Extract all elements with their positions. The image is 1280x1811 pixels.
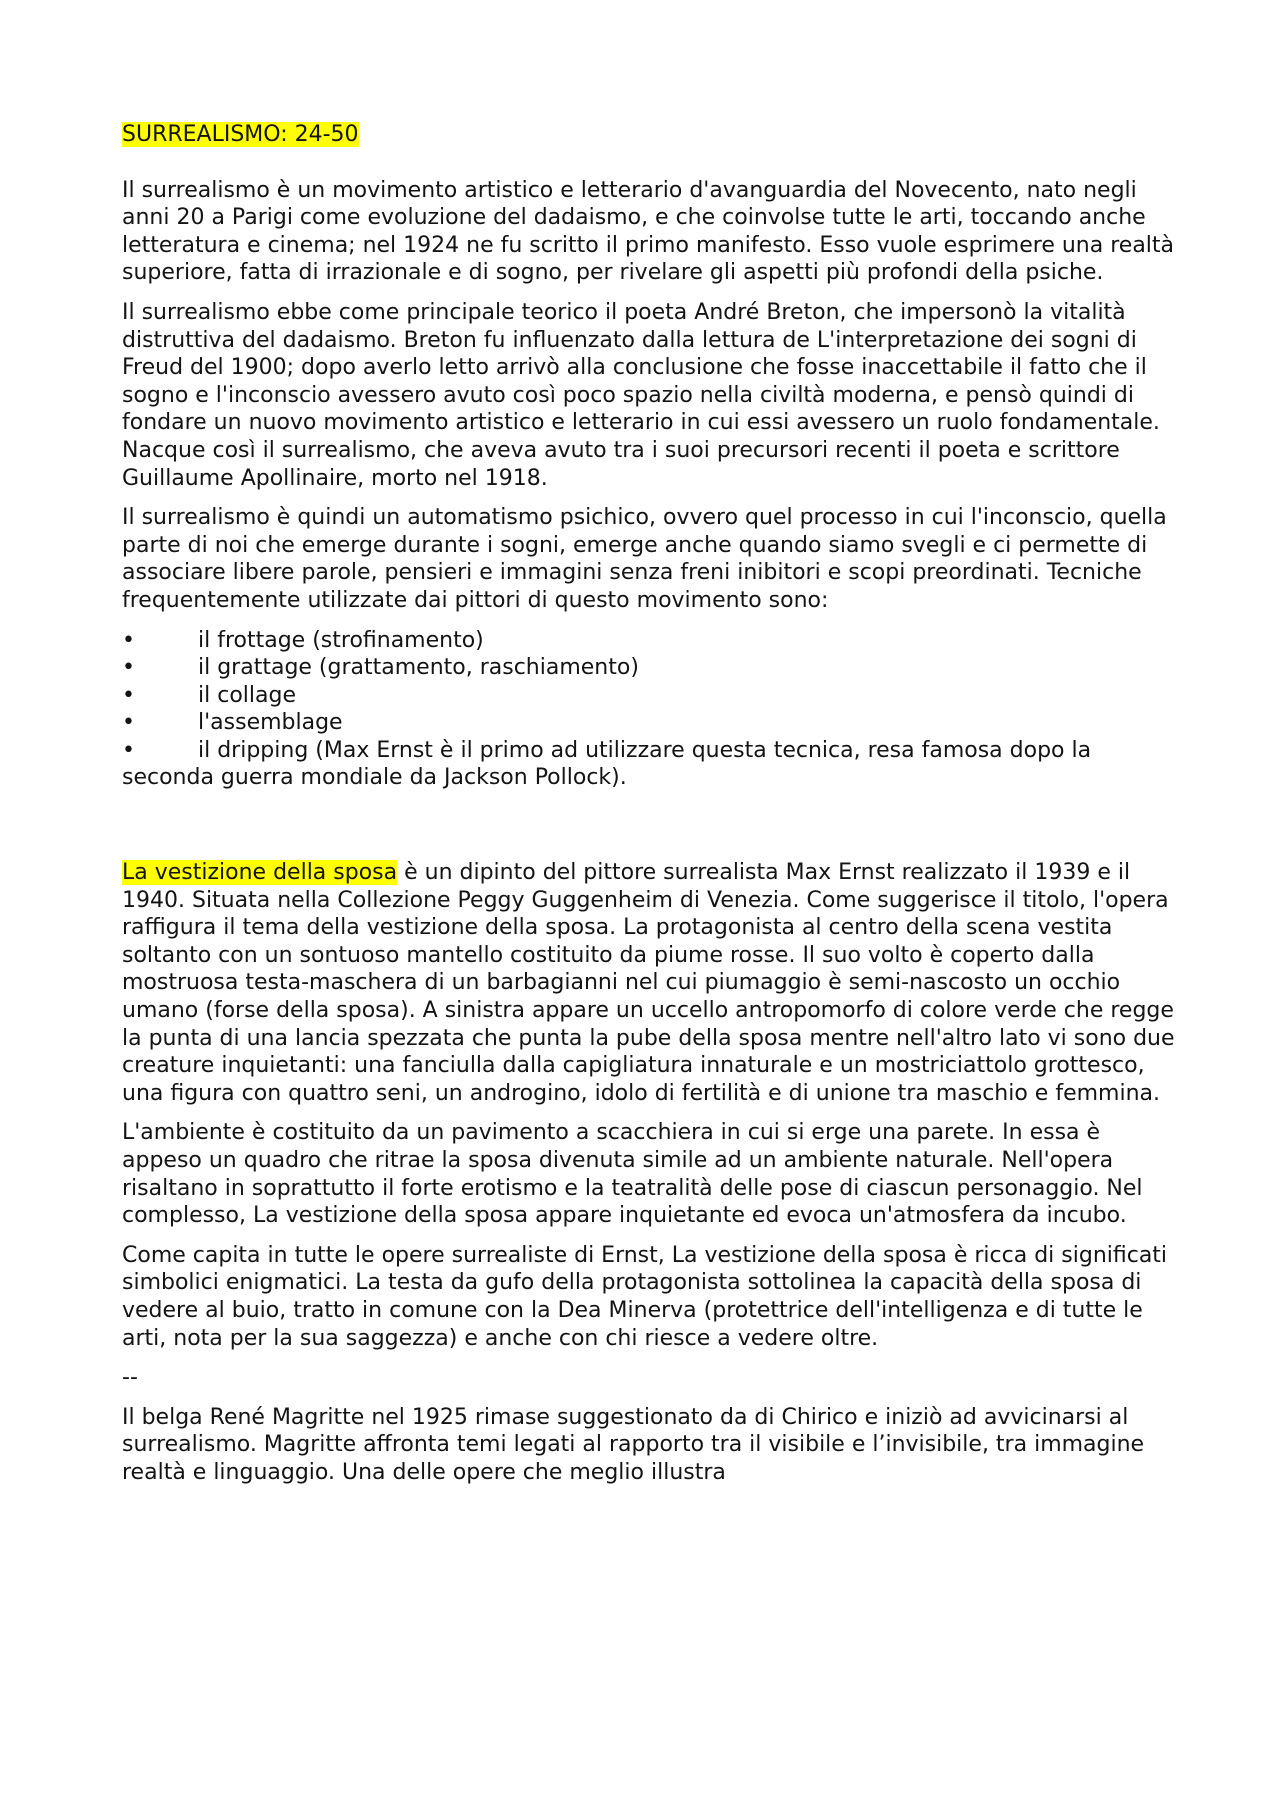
paragraph-magritte: Il belga René Magritte nel 1925 rimase suggestionato da di Chirico e iniziò ad avvicinarsi al surrealismo. Magritte affronta temi legati al rapporto tra il visibile e l’invisibile, tra immagine realtà e linguaggio. Una delle opere che meglio illustra (122, 1404, 1145, 1485)
list-item (122, 709, 1182, 737)
paragraph-automatism: Il surrealismo è quindi un automatismo psichico, ovvero quel processo in cui l'inconscio, quella parte di noi che emerge durante i sogni, emerge anche quando siamo svegli e ci permette di associare libere parole, pensieri e immagini senza freni inibitori e scopi preordinati. Tecniche frequentemente utilizzate dai pittori di questo movimento sono: (122, 505, 1167, 613)
title-highlight: SURREALISMO: 24-50 (122, 122, 359, 147)
artwork-title-highlight: La vestizione della sposa (122, 860, 398, 886)
page-title (122, 121, 1182, 149)
paragraph-ernst (122, 859, 1182, 1107)
list-item-text: l'assemblage (198, 710, 343, 736)
list-item-text: il frottage (strofinamento) (198, 627, 484, 653)
list-item (122, 682, 1182, 710)
paragraph-breton: Il surrealismo ebbe come principale teorico il poeta André Breton, che impersonò la vitalità distruttiva del dadaismo. Breton fu influenzato dalla lettura de L'interpretazione dei sogni di Freud del 1900; dopo averlo letto arrivò alla conclusione che fosse inaccettabile il fatto che il sogno e l'inconscio avessero avuto così poco spazio nella civiltà moderna, e pensò quindi di fondare un nuovo movimento artistico e letterario in cui essi avessero un ruolo fondamentale. Nacque così il surrealismo, che aveva avuto tra i suoi precursori recenti il poeta e scrittore Guillaume Apollinaire, morto nel 1918. (122, 299, 1160, 491)
blank-space (122, 804, 1182, 859)
document-body (122, 121, 1182, 1499)
list-item (122, 627, 1182, 655)
techniques-list (122, 627, 1182, 793)
list-item-text: il grattage (grattamento, raschiamento) (198, 655, 639, 681)
bullet-icon: • (122, 710, 135, 736)
paragraph-ernst-text: è un dipinto del pittore surrealista Max Ernst realizzato il 1939 e il 1940. Situata nella Collezione Peggy Guggenheim di Venezia. Come suggerisce il titolo, l'opera raffigura il tema della vestizione della sposa. La protagonista al centro della scena vestita soltanto con un sontuoso mantello costituito da piume rosse. Il suo volto è coperto dalla mostruosa testa-maschera di un barbagianni nel cui piumaggio è semi-nascosto un occhio umano (forse della sposa). A sinistra appare un uccello antropomorfo di colore verde che regge la punta di una lancia spezzata che punta la pube della sposa mentre nell'altro lato vi sono due creature inquietanti: una fanciulla dalla capigliatura innaturale e un mostriciattolo grottesco, una figura con quattro seni, un androgino, idolo di fertilità e di unione tra maschio e femmina. (122, 860, 1175, 1106)
bullet-icon: • (122, 627, 135, 653)
list-item-text: il collage (198, 682, 296, 708)
section-separator: -- (122, 1365, 138, 1391)
bullet-icon: • (122, 655, 135, 681)
list-item (122, 654, 1182, 682)
bullet-icon: • (122, 737, 135, 763)
list-item (122, 737, 1182, 792)
list-item-text: il dripping (Max Ernst è il primo ad utilizzare questa tecnica, resa famosa dopo la seconda guerra mondiale da Jackson Pollock). (122, 737, 1092, 791)
paragraph-intro: Il surrealismo è un movimento artistico e letterario d'avanguardia del Novecento, nato negli anni 20 a Parigi come evoluzione del dadaismo, e che coinvolse tutte le arti, toccando anche letteratura e cinema; nel 1924 ne fu scritto il primo manifesto. Esso vuole esprimere una realtà superiore, fatta di irrazionale e di sogno, per rivelare gli aspetti più profondi della psiche. (122, 177, 1175, 286)
paragraph-ernst-setting: L'ambiente è costituito da un pavimento a scacchiera in cui si erge una parete. In essa è appeso un quadro che ritrae la sposa divenuta simile ad un ambiente naturale. Nell'opera risaltano in soprattutto il forte erotismo e la teatralità delle pose di ciascun personaggio. Nel complesso, La vestizione della sposa appare inquietante ed evoca un'atmosfera da incubo. (122, 1120, 1143, 1229)
bullet-icon: • (122, 682, 135, 708)
paragraph-ernst-symbols: Come capita in tutte le opere surrealiste di Ernst, La vestizione della sposa è ricca di significati simbolici enigmatici. La testa da gufo della protagonista sottolinea la capacità della sposa di vedere al buio, tratto in comune con la Dea Minerva (protettrice dell'intelligenza e di tutte le arti, nota per la sua saggezza) e anche con chi riesce a vedere oltre. (122, 1242, 1168, 1351)
